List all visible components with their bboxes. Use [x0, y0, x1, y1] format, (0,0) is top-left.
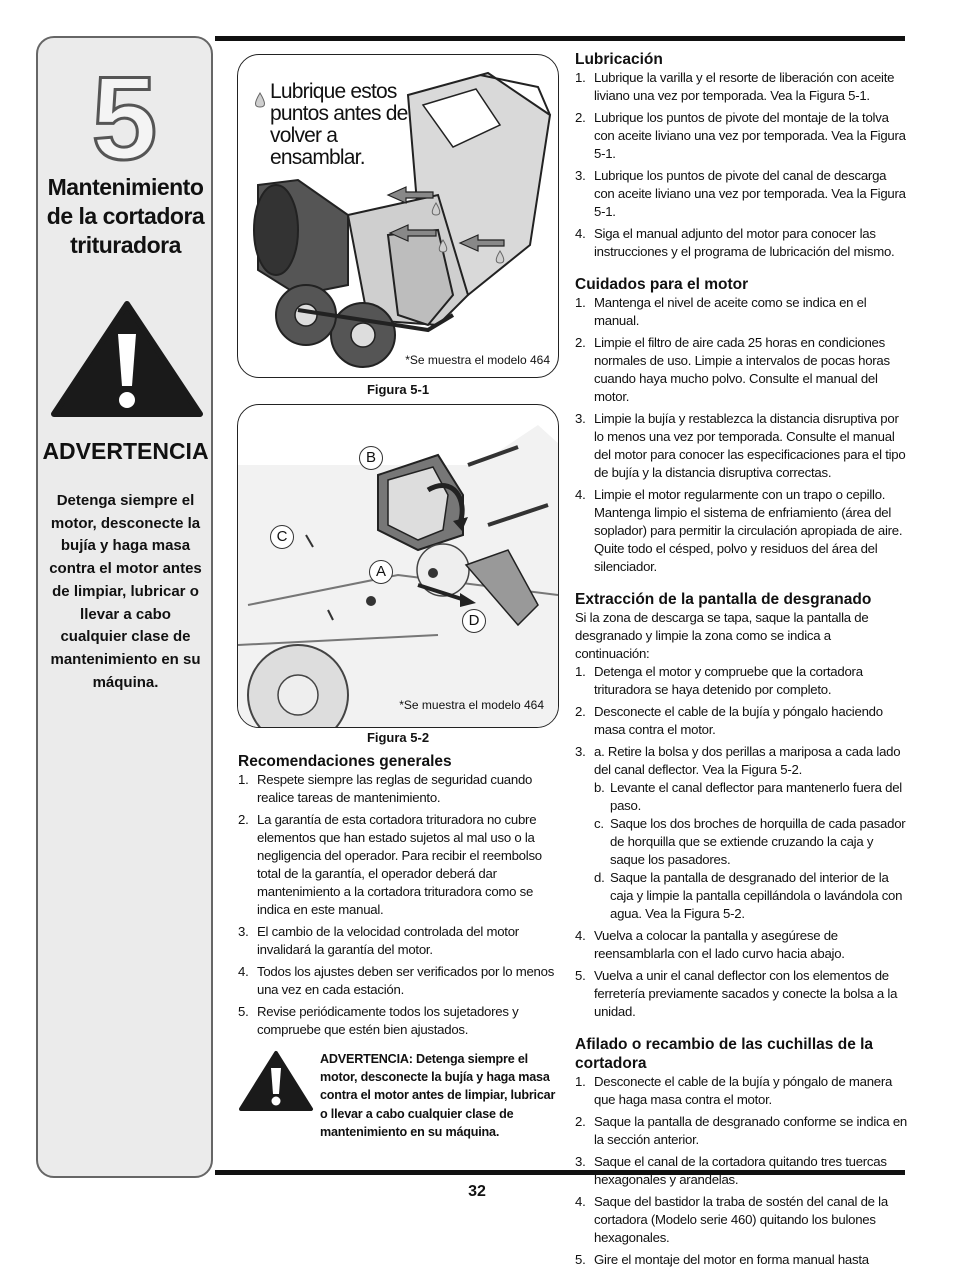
figure-label-b: B — [359, 446, 383, 470]
list-item: 4. Limpie el motor regularmente con un trapo o cepillo. Mantenga limpio el sistema de enfriamiento (área del soplador) para permitir la circulación apropiada de aire. Quite todo el césped, polvo y residuos del área del silenciador. — [575, 487, 903, 574]
list-item: 5. Vuelva a unir el canal deflector con los elementos de ferretería previamente sacados y conecte la bolsa a la unidad. — [575, 968, 898, 1019]
section-heading: Extracción de la pantalla de desgranado — [575, 591, 872, 608]
list-item: 1. Detenga el motor y compruebe que la cortadora trituradora se haya detenido por completo. — [575, 664, 863, 697]
warning-title: ADVERTENCIA — [42, 438, 209, 464]
list-item: 2. Lubrique los puntos de pivote del montaje de la tolva con aceite liviano una vez por temporada. Vea la Figura 5-1. — [575, 110, 906, 161]
figure-label-a: A — [369, 560, 393, 584]
figure-label-d: D — [462, 609, 486, 633]
page-number: 32 — [468, 1183, 486, 1200]
section-heading: Cuidados para el motor — [575, 276, 749, 293]
list-item: 3. a. Retire la bolsa y dos perillas a mariposa a cada lado del canal deflector. Vea la Figura 5-2. — [575, 744, 901, 777]
section-heading: Afilado o recambio de las cuchillas de la cortadora — [575, 1036, 874, 1072]
list-item: 2. Saque la pantalla de desgranado conforme se indica en la sección anterior. — [575, 1114, 908, 1147]
section-heading: Recomendaciones generales — [238, 753, 452, 770]
list-item: c. Saque los dos broches de horquilla de cada pasador de horquilla que se extiende cruzando la caja y saque los pasadores. — [594, 816, 906, 867]
list-item: 4. Todos los ajustes deben ser verificados por lo menos una vez en cada estación. — [238, 964, 555, 997]
general-recommendations — [238, 752, 560, 1039]
list-item: 1. Desconecte el cable de la bujía y póngalo de manera que haga masa contra el motor. — [575, 1074, 893, 1107]
list-item: b. Levante el canal deflector para mantenerlo fuera del paso. — [594, 780, 902, 813]
list-item: 5. Revise periódicamente todos los sujetadores y compruebe que estén bien ajustados. — [238, 1004, 519, 1037]
list-item: 4. Saque del bastidor la traba de sostén del canal de la cortadora (Modelo serie 460) quitando los bulones hexagonales. — [575, 1194, 888, 1245]
warning-triangle-icon — [238, 1050, 314, 1112]
right-column — [575, 50, 907, 1269]
list-item: 1. Mantenga el nivel de aceite como se indica en el manual. — [575, 295, 867, 328]
list-item: 3. El cambio de la velocidad controlada del motor invalidará la garantía del motor. — [238, 924, 519, 957]
list-item: 1. Lubrique la varilla y el resorte de liberación con aceite liviano una vez por temporada. Vea la Figura 5-1. — [575, 70, 895, 103]
list-item: 2. Limpie el filtro de aire cada 25 horas en condiciones normales de uso. Limpie a intervalos de pocas horas cuando haya mucho polvo. Consulte el manual del motor. — [575, 335, 890, 404]
list-item: 4. Vuelva a colocar la pantalla y asegúrese de reensamblarla con el lado curvo hacia abajo. — [575, 928, 845, 961]
section-heading: Lubricación — [575, 51, 663, 68]
figure-callout: Lubrique estos puntos antes de volver a ensamblar. — [270, 80, 408, 169]
warning-triangle-icon — [50, 300, 204, 418]
list-item: 5. Gire el montaje del motor en forma manual hasta — [575, 1252, 869, 1267]
section-intro: Si la zona de descarga se tapa, saque la pantalla de desgranado y limpie la zona como se indica a continuación: — [575, 610, 869, 661]
figure-caption: Figura 5-2 — [366, 730, 430, 745]
list-item: d. Saque la pantalla de desgranado del interior de la caja y limpie la pantalla cepillándola o lavándola con agua. Vea la Figura 5-2. — [594, 870, 903, 921]
list-item: 3. Saque el canal de la cortadora quitando tres tuercas hexagonales y arandelas. — [575, 1154, 887, 1187]
list-item: 4. Siga el manual adjunto del motor para conocer las instrucciones y el programa de lubricación del mismo. — [575, 226, 895, 259]
chapter-title: Mantenimiento de la cortadora trituradora — [46, 174, 205, 258]
figure-5-1 — [237, 54, 559, 378]
warning-text: Detenga siempre el motor, desconecte la bujía y haga masa contra el motor antes de limpiar, lubricar o llevar a cabo cualquier clase de mantenimiento en su máquina. — [49, 492, 202, 691]
chapter-number: 5 — [91, 53, 158, 185]
list-item: 3. Limpie la bujía y restablezca la distancia disruptiva por lo menos una vez por temporada. Consulte el manual del motor para conocer las especificaciones para el tipo de bujía y la distancia disruptiva correctas. — [575, 411, 906, 480]
warning-text: ADVERTENCIA: Detenga siempre el motor, desconecte la bujía y haga masa contra el motor antes de limpiar, lubricar o llevar a cabo cualquier clase de mantenimiento en su máquina. — [320, 1052, 556, 1139]
sidebar — [36, 36, 213, 1178]
figure-note: *Se muestra el modelo 464 — [405, 353, 550, 367]
figure-note: *Se muestra el modelo 464 — [399, 698, 544, 712]
list-item: 1. Respete siempre las reglas de seguridad cuando realice tareas de mantenimiento. — [238, 772, 533, 805]
screen-removal-illustration — [238, 405, 559, 728]
list-item: 2. La garantía de esta cortadora trituradora no cubre elementos que han estado sujetos al mal uso o la negligencia del operador. Para recibir el reembolso total de la garantía, el operador deberá dar mantenimiento a la cortadora trituradora como se indica en este manual. — [238, 812, 542, 917]
figure-label-c: C — [270, 525, 294, 549]
list-item: 2. Desconecte el cable de la bujía y póngalo haciendo masa contra el motor. — [575, 704, 883, 737]
top-rule — [215, 36, 905, 41]
figure-5-2 — [237, 404, 559, 728]
figure-caption: Figura 5-1 — [366, 382, 430, 397]
list-item: 3. Lubrique los puntos de pivote del canal de descarga con aceite liviano una vez por temporada. Vea la Figura 5-1. — [575, 168, 906, 219]
